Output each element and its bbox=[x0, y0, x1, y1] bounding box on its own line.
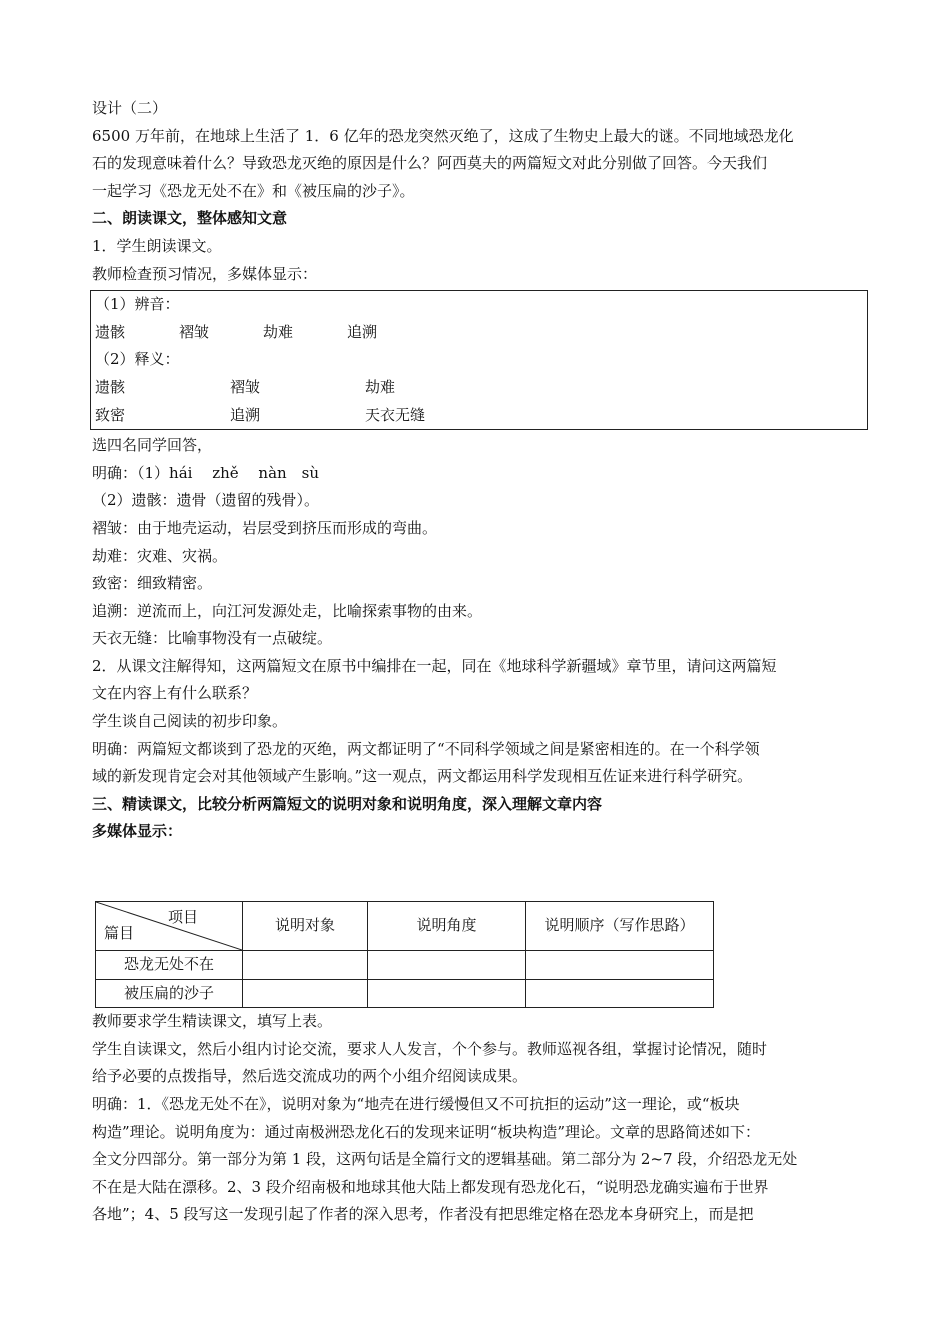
word: 追溯 bbox=[230, 405, 261, 424]
paragraph: 褶皱：由于地壳运动，岩层受到挤压而形成的弯曲。 bbox=[92, 518, 438, 537]
vocabulary-box bbox=[90, 290, 868, 430]
row-label: 被压扁的沙子 bbox=[96, 979, 243, 1008]
word: 劫难 bbox=[365, 377, 396, 396]
paragraph: （2）遗骸：遗骨（遗留的残骨）。 bbox=[92, 491, 320, 510]
paragraph: 学生自读课文，然后小组内讨论交流，要求人人发言，个个参与。教师巡视各组，掌握讨论情况，随时 bbox=[92, 1039, 768, 1058]
shiyi-row-1 bbox=[95, 374, 867, 402]
paragraph: 文在内容上有什么联系？ bbox=[92, 684, 258, 703]
paragraph: 学生谈自己阅读的初步印象。 bbox=[92, 712, 288, 731]
paragraph: 不在是大陆在漂移。2、3 段介绍南极和地球其他大陆上都发现有恐龙化石，“说明恐龙确实遍布于世界 bbox=[92, 1177, 769, 1196]
paragraph: 明确：1．《恐龙无处不在》，说明对象为“地壳在进行缓慢但又不可抗拒的运动”这一理论，或“板块 bbox=[92, 1095, 740, 1113]
paragraph: 教师检查预习情况，多媒体显示： bbox=[92, 264, 318, 283]
table-cell bbox=[368, 951, 526, 980]
diag-top-label: 项目 bbox=[167, 908, 198, 927]
paragraph: 域的新发现肯定会对其他领域产生影响。”这一观点，两文都运用科学发现相互佐证来进行科学研究。 bbox=[92, 767, 753, 786]
header-cell: 说明角度 bbox=[368, 902, 526, 951]
table-cell bbox=[526, 951, 714, 980]
table-cell bbox=[526, 979, 714, 1008]
paragraph: 追溯：逆流而上，向江河发源处走，比喻探索事物的由来。 bbox=[92, 601, 483, 620]
word: 遗骸 bbox=[95, 322, 126, 341]
paragraph: 各地”；4、5 段写这一发现引起了作者的深入思考，作者没有把思维定格在恐龙本身研究上，而是把 bbox=[92, 1205, 754, 1224]
shiyi-row-2 bbox=[95, 402, 867, 430]
word: 天衣无缝 bbox=[365, 405, 426, 424]
paragraph: 明确：两篇短文都谈到了恐龙的灭绝，两文都证明了“不同科学领域之间是紧密相连的。在一个科学领 bbox=[92, 739, 760, 758]
table-cell bbox=[368, 979, 526, 1008]
pinyin-words-row bbox=[95, 319, 867, 347]
intro-line-1: 6500 万年前，在地球上生活了 1．6 亿年的恐龙突然灭绝了，这成了生物史上最大的谜。不同地域恐龙化 bbox=[92, 126, 794, 145]
document-page bbox=[92, 95, 872, 1229]
word: 褶皱 bbox=[179, 322, 210, 341]
row-label: 恐龙无处不在 bbox=[96, 951, 243, 980]
pinyin-title: （1）辨音： bbox=[95, 295, 180, 314]
paragraph: 明确：（1）hái zhě nàn sù bbox=[92, 463, 320, 482]
table-cell bbox=[243, 951, 368, 980]
design-heading: 设计（二） bbox=[92, 99, 168, 117]
paragraph: 给予必要的点拨指导，然后选交流成功的两个小组介绍阅读成果。 bbox=[92, 1067, 528, 1086]
paragraph: 教师要求学生精读课文，填写上表。 bbox=[92, 1012, 333, 1031]
header-cell: 说明顺序（写作思路） bbox=[526, 902, 714, 951]
paragraph: 选四名同学回答， bbox=[92, 436, 213, 455]
intro-line-2: 石的发现意味着什么？导致恐龙灭绝的原因是什么？阿西莫夫的两篇短文对此分别做了回答。今天我们 bbox=[92, 154, 768, 173]
table-cell bbox=[243, 979, 368, 1008]
section-heading-2: 二、朗读课文，整体感知文意 bbox=[92, 209, 288, 228]
paragraph: 劫难：灾难、灾祸。 bbox=[92, 546, 228, 565]
word: 褶皱 bbox=[230, 377, 261, 396]
word: 致密 bbox=[95, 405, 126, 424]
word: 追溯 bbox=[347, 322, 378, 341]
section-heading-3: 三、精读课文，比较分析两篇短文的说明对象和说明角度，深入理解文章内容 bbox=[92, 794, 603, 813]
diag-bottom-label: 篇目 bbox=[104, 924, 135, 943]
comparison-table bbox=[95, 901, 714, 1008]
shiyi-title: （2）释义： bbox=[95, 350, 180, 369]
multimedia-label: 多媒体显示： bbox=[92, 822, 183, 841]
paragraph: 2．从课文注解得知，这两篇短文在原书中编排在一起，同在《地球科学新疆域》章节里，请问这两篇短 bbox=[92, 656, 777, 675]
diagonal-header-cell bbox=[96, 902, 243, 951]
paragraph: 构造”理论。说明角度为：通过南极洲恐龙化石的发现来证明“板块构造”理论。文章的思路简述如下： bbox=[92, 1122, 761, 1141]
paragraph: 1．学生朗读课文。 bbox=[92, 236, 222, 255]
intro-line-3: 一起学习《恐龙无处不在》和《被压扁的沙子》。 bbox=[92, 181, 415, 200]
paragraph: 天衣无缝：比喻事物没有一点破绽。 bbox=[92, 629, 333, 648]
paragraph: 全文分四部分。第一部分为第 1 段，这两句话是全篇行文的逻辑基础。第二部分为 2~7 段，介绍恐龙无处 bbox=[92, 1150, 798, 1169]
spacer bbox=[92, 846, 872, 901]
header-cell: 说明对象 bbox=[243, 902, 368, 951]
word: 劫难 bbox=[263, 322, 294, 341]
paragraph: 致密：细致精密。 bbox=[92, 574, 213, 593]
word: 遗骸 bbox=[95, 377, 126, 396]
